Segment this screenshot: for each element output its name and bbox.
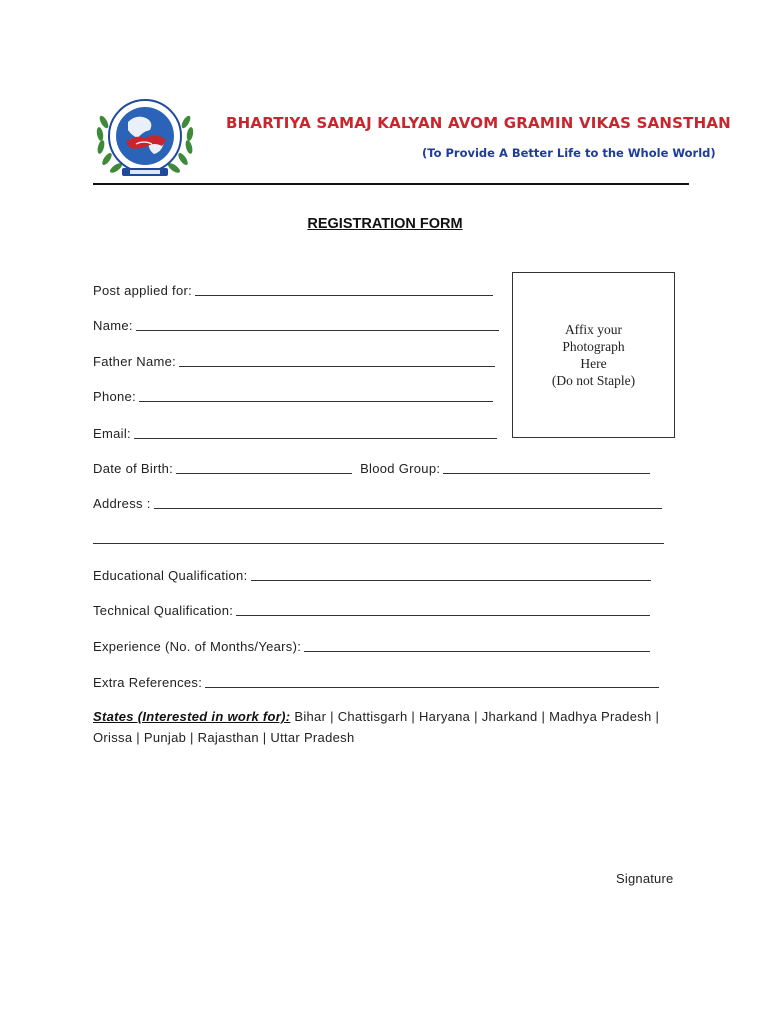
signature-label: Signature xyxy=(616,871,674,886)
technical-qualification-line[interactable] xyxy=(236,615,650,616)
educational-qualification-field[interactable] xyxy=(93,565,651,583)
states-list: Bihar | Chattisgarh | Haryana | Jharkand | Madhya Pradesh | Orissa | Punjab | Rajasthan | Uttar Pradesh xyxy=(93,709,660,745)
photo-line-3: Here xyxy=(580,356,607,371)
organization-tagline: (To Provide A Better Life to the Whole World) xyxy=(422,146,716,160)
name-line[interactable] xyxy=(136,330,499,331)
organization-logo xyxy=(92,92,198,184)
form-title: REGISTRATION FORM xyxy=(307,216,463,232)
phone-line[interactable] xyxy=(139,401,493,402)
email-field[interactable] xyxy=(93,423,497,441)
extra-references-line[interactable] xyxy=(205,687,659,688)
blood-group-label: Blood Group: xyxy=(360,461,441,476)
email-label: Email: xyxy=(93,426,131,441)
father-name-label: Father Name: xyxy=(93,354,177,369)
globe-handshake-emblem-icon xyxy=(92,92,198,184)
address-line-2[interactable] xyxy=(93,543,664,544)
technical-qualification-label: Technical Qualification: xyxy=(93,603,234,618)
father-name-field[interactable] xyxy=(93,351,495,369)
father-name-line[interactable] xyxy=(179,366,495,367)
phone-label: Phone: xyxy=(93,389,137,404)
phone-field[interactable] xyxy=(93,386,493,404)
address-label: Address : xyxy=(93,496,151,511)
email-line[interactable] xyxy=(134,438,497,439)
address-field[interactable] xyxy=(93,493,662,511)
blood-group-line[interactable] xyxy=(443,473,650,474)
photo-line-4: (Do not Staple) xyxy=(551,373,636,388)
name-label: Name: xyxy=(93,318,133,333)
date-of-birth-line[interactable] xyxy=(176,473,352,474)
extra-references-label: Extra References: xyxy=(93,675,203,690)
photo-instructions xyxy=(513,321,674,389)
post-applied-label: Post applied for: xyxy=(93,283,193,298)
states-section xyxy=(93,706,683,748)
extra-references-field[interactable] xyxy=(93,672,659,690)
date-of-birth-field[interactable] xyxy=(93,458,650,476)
experience-label: Experience (No. of Months/Years): xyxy=(93,639,302,654)
header-divider xyxy=(93,183,689,185)
name-field[interactable] xyxy=(93,315,499,333)
experience-field[interactable] xyxy=(93,636,650,654)
photo-line-1: Affix your xyxy=(564,322,623,337)
educational-qualification-line[interactable] xyxy=(251,580,651,581)
states-label: States (Interested in work for): xyxy=(93,709,291,724)
educational-qualification-label: Educational Qualification: xyxy=(93,568,248,583)
photo-line-2: Photograph xyxy=(562,339,625,354)
technical-qualification-field[interactable] xyxy=(93,600,650,618)
experience-line[interactable] xyxy=(304,651,650,652)
post-applied-line[interactable] xyxy=(195,295,493,296)
post-applied-field[interactable] xyxy=(93,280,493,298)
address-line-1[interactable] xyxy=(154,508,662,509)
organization-name: BHARTIYA SAMAJ KALYAN AVOM GRAMIN VIKAS SANSTHAN xyxy=(226,114,731,132)
date-of-birth-label: Date of Birth: xyxy=(93,461,174,476)
photo-box xyxy=(512,272,675,438)
